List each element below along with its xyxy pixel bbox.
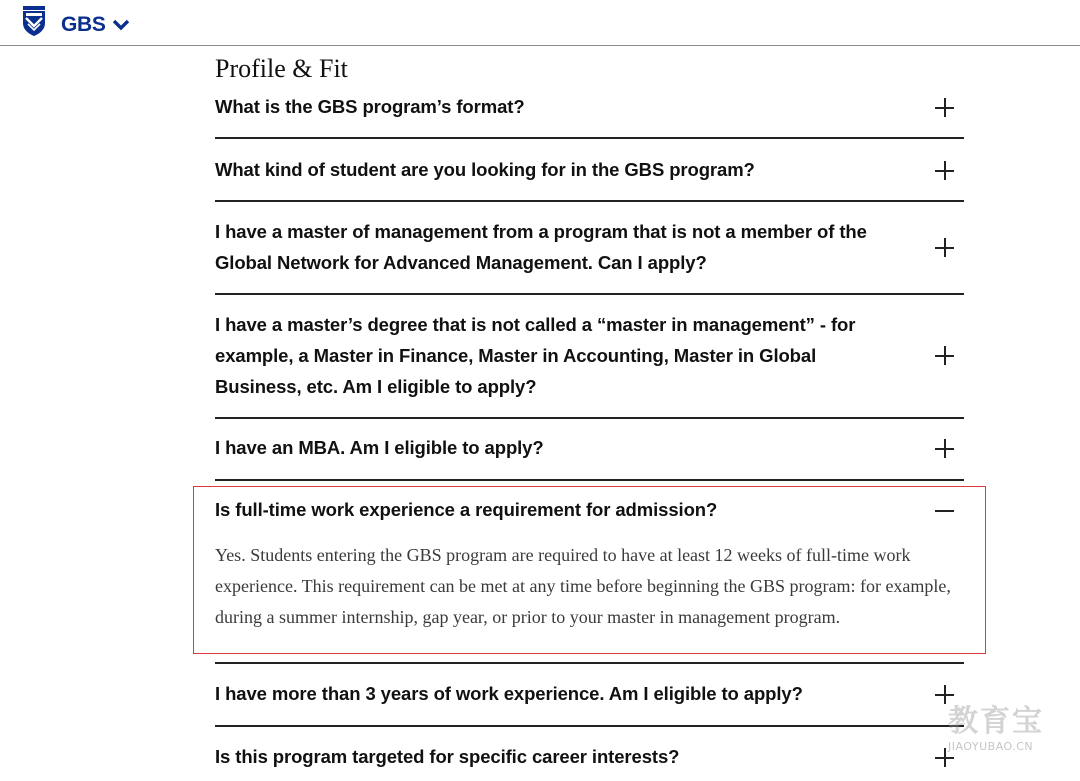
faq-question: I have a master of management from a program that is not a member of the Global Network for Advanced Management. Can I apply? [215, 221, 867, 273]
faq-question: I have an MBA. Am I eligible to apply? [215, 437, 544, 458]
plus-icon[interactable] [935, 685, 954, 704]
watermark [948, 704, 1068, 774]
faq-question: Is full-time work experience a requirement for admission? [215, 499, 718, 520]
watermark-text: 教育宝 [948, 704, 1044, 739]
faq-item-over-3-years[interactable] [215, 664, 964, 727]
plus-icon[interactable] [935, 748, 954, 767]
faq-question: I have a master’s degree that is not called a “master in management” - for example, a Master in Finance, Master in Accounting, Master in Global Business, etc. Am I eligible to apply? [215, 314, 856, 397]
plus-icon[interactable] [935, 98, 954, 117]
faq-item-student-profile[interactable] [215, 139, 964, 202]
faq-item-mba[interactable] [215, 419, 964, 481]
faq-item-work-experience[interactable] [215, 481, 964, 664]
section-title: Profile & Fit [215, 54, 348, 83]
faq-item-non-member-mim[interactable] [215, 202, 964, 295]
plus-icon[interactable] [935, 346, 954, 365]
shield-crest-icon[interactable] [22, 6, 46, 36]
plus-icon[interactable] [935, 238, 954, 257]
plus-icon[interactable] [935, 161, 954, 180]
faq-question: Is this program targeted for specific career interests? [215, 746, 680, 767]
faq-question: I have more than 3 years of work experience. Am I eligible to apply? [215, 683, 803, 704]
faq-item-career-interests[interactable] [215, 727, 964, 781]
faq-item-other-masters[interactable] [215, 295, 964, 419]
minus-icon[interactable] [935, 501, 954, 520]
top-navigation-bar [0, 0, 1080, 46]
watermark-url: JIAOYUBAO.CN [948, 740, 1034, 753]
faq-question: What is the GBS program’s format? [215, 96, 525, 117]
faq-answer: Yes. Students entering the GBS program are required to have at least 12 weeks of full-time work experience. This requirement can be met at any time before beginning the GBS program: for example, during a summer internship, gap year, or prior to your master in management program. [215, 545, 951, 627]
faq-question: What kind of student are you looking for in the GBS program? [215, 159, 755, 180]
program-menu-toggle[interactable] [61, 13, 130, 37]
plus-icon[interactable] [935, 439, 954, 458]
brand-label: GBS [61, 13, 106, 36]
faq-item-format[interactable] [215, 76, 964, 139]
chevron-down-icon [112, 19, 130, 31]
